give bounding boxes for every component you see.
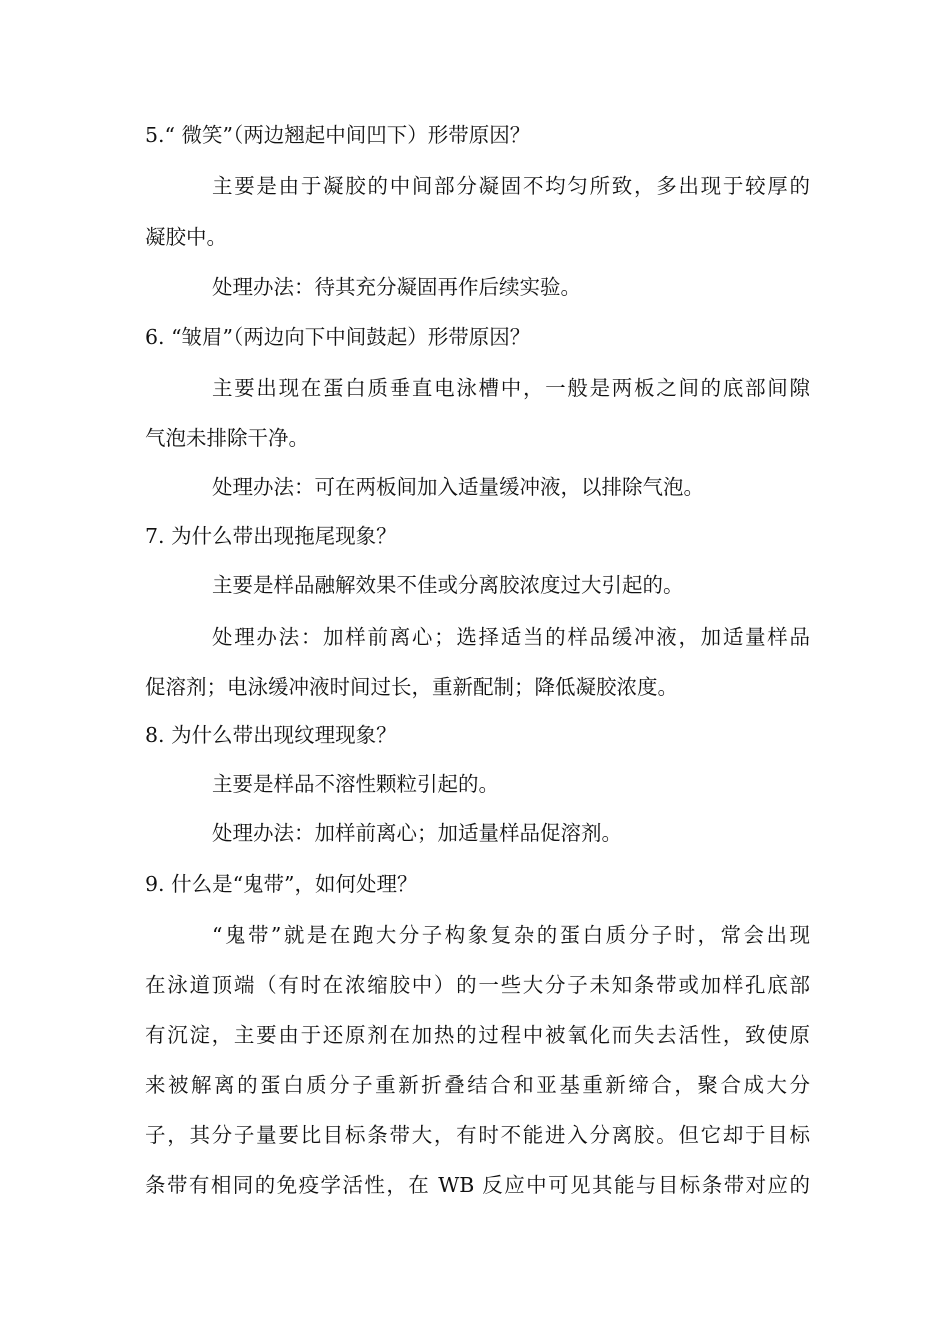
answer-5-text: 主要是由于凝胶的中间部分凝固不均匀所致，多出现于较厚的 — [212, 174, 810, 198]
question-7-heading: 7. 为什么带出现拖尾现象？ — [145, 524, 397, 548]
answer-9-line-3: 有沉淀，主要由于还原剂在加热的过程中被氧化而失去活性，致使原 — [145, 1023, 810, 1047]
answer-6-text-cont: 气泡未排除干净。 — [145, 426, 309, 450]
answer-8-solution: 处理办法：加样前离心；加适量样品促溶剂。 — [212, 821, 622, 845]
answer-7-solution: 处理办法：加样前离心；选择适当的样品缓冲液，加适量样品 — [212, 625, 810, 649]
answer-9-line-6: 条带有相同的免疫学活性，在 WB 反应中可见其能与目标条带对应的 — [145, 1173, 810, 1197]
question-6-heading: 6. “皱眉”（两边向下中间鼓起）形带原因？ — [145, 325, 531, 349]
answer-8-text: 主要是样品不溶性颗粒引起的。 — [212, 772, 499, 796]
answer-6-text: 主要出现在蛋白质垂直电泳槽中，一般是两板之间的底部间隙 — [212, 376, 810, 400]
answer-9-line-1: “鬼带”就是在跑大分子构象复杂的蛋白质分子时，常会出现 — [212, 923, 810, 947]
answer-6-solution: 处理办法：可在两板间加入适量缓冲液，以排除气泡。 — [212, 475, 704, 499]
answer-9-line-5: 子，其分子量要比目标条带大，有时不能进入分离胶。但它却于目标 — [145, 1123, 810, 1147]
answer-9-line-2: 在泳道顶端（有时在浓缩胶中）的一些大分子未知条带或加样孔底部 — [145, 973, 810, 997]
answer-7-solution-cont: 促溶剂；电泳缓冲液时间过长，重新配制；降低凝胶浓度。 — [145, 675, 678, 699]
question-9-heading: 9. 什么是“鬼带”，如何处理？ — [145, 872, 418, 896]
question-5-heading: 5.“ 微笑”（两边翘起中间凹下）形带原因？ — [145, 123, 531, 147]
answer-7-text: 主要是样品融解效果不佳或分离胶浓度过大引起的。 — [212, 573, 684, 597]
answer-9-line-4: 来被解离的蛋白质分子重新折叠结合和亚基重新缔合，聚合成大分 — [145, 1073, 810, 1097]
answer-5-solution: 处理办法：待其充分凝固再作后续实验。 — [212, 275, 581, 299]
question-8-heading: 8. 为什么带出现纹理现象？ — [145, 723, 397, 747]
answer-5-text-cont: 凝胶中。 — [145, 225, 227, 249]
